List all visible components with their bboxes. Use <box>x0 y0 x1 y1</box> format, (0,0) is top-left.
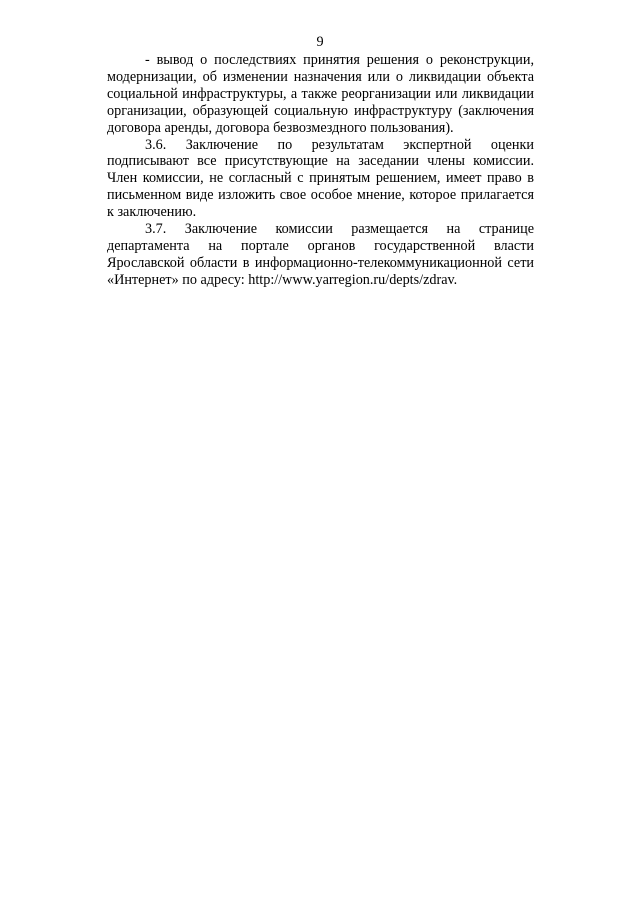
paragraph-3-6: 3.6. Заключение по результатам экспертной оценки подписывают все присутствующие на заседании члены комиссии. Член комиссии, не согласный с принятым решением, имеет право в письменном виде изложить свое особое мнение, которое прилагается к заключению. <box>107 136 534 221</box>
paragraph-consequences-conclusion: - вывод о последствиях принятия решения о реконструкции, модернизации, об изменении назначения или о ликвидации объекта социальной инфраструктуры, а также реорганизации или ликвидации организации, образующей социальную инфраструктуру (заключения договора аренды, договора безвозмездного пользования). <box>107 52 534 136</box>
page-number: 9 <box>316 34 324 50</box>
paragraph-3-7-text: 3.7. Заключение комиссии размещается на странице департамента на портале органов государственной власти Ярославской области в информационно-телекоммуникационной сети «Интернет» по адресу: <box>107 221 534 288</box>
paragraph-3-7 <box>107 221 534 289</box>
document-body <box>107 52 534 289</box>
department-url[interactable]: http://www.yarregion.ru/depts/zdrav. <box>248 271 458 288</box>
